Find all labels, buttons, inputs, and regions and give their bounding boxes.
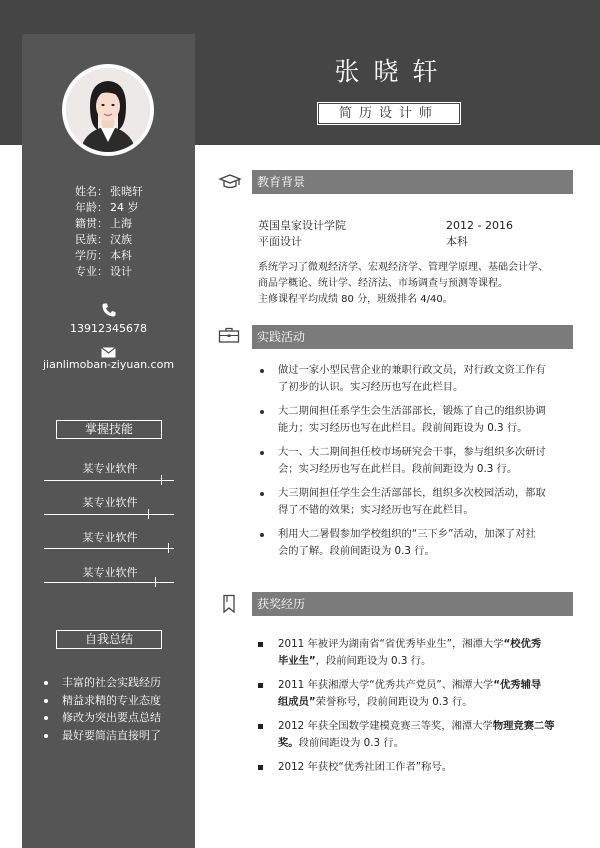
info-row: 姓名： 张晓轩: [75, 185, 143, 198]
practice-heading: 实践活动: [252, 325, 573, 349]
skill-bar: [44, 548, 174, 549]
summary-item: 修改为突出要点总结: [44, 709, 194, 727]
sidebar: [22, 34, 195, 848]
practice-item: 大二期间担任系学生会生活部部长，锻炼了自己的组织协调 能力；实习经历也写在此栏目。段前间距设为 0.3 行。: [278, 403, 578, 437]
skill-name: 某专业软件: [82, 496, 138, 509]
job-title: 简历设计师: [318, 103, 460, 124]
summary-item: 丰富的社会实践经历: [44, 674, 194, 692]
major: 平面设计: [258, 235, 302, 248]
practice-item: 大三期间担任学生会生活部部长，组织多次校园活动，都取 得了不错的效果；实习经历也写在此栏目。: [278, 485, 578, 519]
award-item: 2011 年获湘潭大学“优秀共产党员”、湘潭大学“优秀辅导 组成员”荣誉称号，段前间距设为 0.3 行。: [278, 677, 578, 711]
phone-number[interactable]: 13912345678: [70, 322, 147, 335]
summary-heading: 自我总结: [56, 630, 162, 649]
practice-list: [278, 362, 578, 560]
skill-bar: [44, 480, 174, 481]
skill-level-marker: [155, 577, 156, 587]
portrait-photo: [66, 68, 150, 152]
awards-heading: 获奖经历: [252, 592, 573, 616]
avatar: [66, 68, 150, 152]
education-row: [258, 234, 578, 250]
skill-name: 某专业软件: [82, 566, 138, 579]
study-period: 2012 - 2016: [446, 219, 513, 232]
summary-item: 最好要简洁直接明了: [44, 727, 194, 745]
info-row: 专业： 设计: [75, 265, 132, 278]
personal-info: [22, 184, 195, 280]
education-description: 系统学习了微观经济学、宏观经济学、管理学原理、基础会计学、 商品学概论、统计学、经济法、市场调查与预测等课程。 主修课程平均成绩 80 分，班级排名 4/40。: [258, 262, 548, 305]
info-row: 年龄： 24 岁: [75, 201, 139, 214]
phone-icon: [22, 302, 195, 322]
info-row: 籍贯： 上海: [75, 217, 132, 230]
awards-list: [278, 636, 578, 776]
skill-level-marker: [168, 543, 169, 553]
graduation-cap-icon: [218, 173, 240, 193]
summary-item: 精益求精的专业态度: [44, 692, 194, 710]
candidate-name: 张晓轩: [334, 57, 452, 86]
degree: 本科: [446, 235, 468, 248]
school-name: 英国皇家设计学院: [258, 219, 346, 232]
skill-level-marker: [161, 475, 162, 485]
bookmark-icon: [222, 594, 244, 614]
info-row: 学历： 本科: [75, 249, 132, 262]
practice-item: 做过一家小型民营企业的兼职行政文员，对行政文资工作有 了初步的认识。实习经历也写在此栏目。: [278, 362, 578, 396]
award-item: 2012 年获校“优秀社团工作者”称号。: [278, 759, 578, 776]
award-item: 2011 年被评为湖南省“省优秀毕业生”，湘潭大学“校优秀 毕业生”，段前间距设为 0.3 行。: [278, 636, 578, 670]
skills-heading: 掌握技能: [56, 420, 162, 439]
education-heading: 教育背景: [252, 170, 573, 194]
info-row: 民族： 汉族: [75, 233, 132, 246]
practice-item: 利用大二暑假参加学校组织的“三下乡”活动，加深了对社 会的了解。段前间距设为 0.3 行。: [278, 526, 578, 560]
skill-name: 某专业软件: [82, 531, 138, 544]
practice-item: 大一、大二期间担任校市场研究会干事，参与组织多次研讨 会；实习经历也写在此栏目。段前间距设为 0.3 行。: [278, 444, 578, 478]
email-address[interactable]: jianlimoban-ziyuan.com: [42, 358, 175, 371]
skill-bar: [44, 514, 174, 515]
education-row: [258, 218, 578, 234]
briefcase-icon: [218, 326, 240, 346]
award-item: 2012 年获全国数学建模竞赛三等奖，湘潭大学物理竞赛二等 奖。段前间距设为 0.3 行。: [278, 718, 578, 752]
skill-name: 某专业软件: [82, 462, 138, 475]
skill-level-marker: [148, 509, 149, 519]
education-details: [258, 218, 578, 250]
summary-list: [44, 674, 194, 744]
